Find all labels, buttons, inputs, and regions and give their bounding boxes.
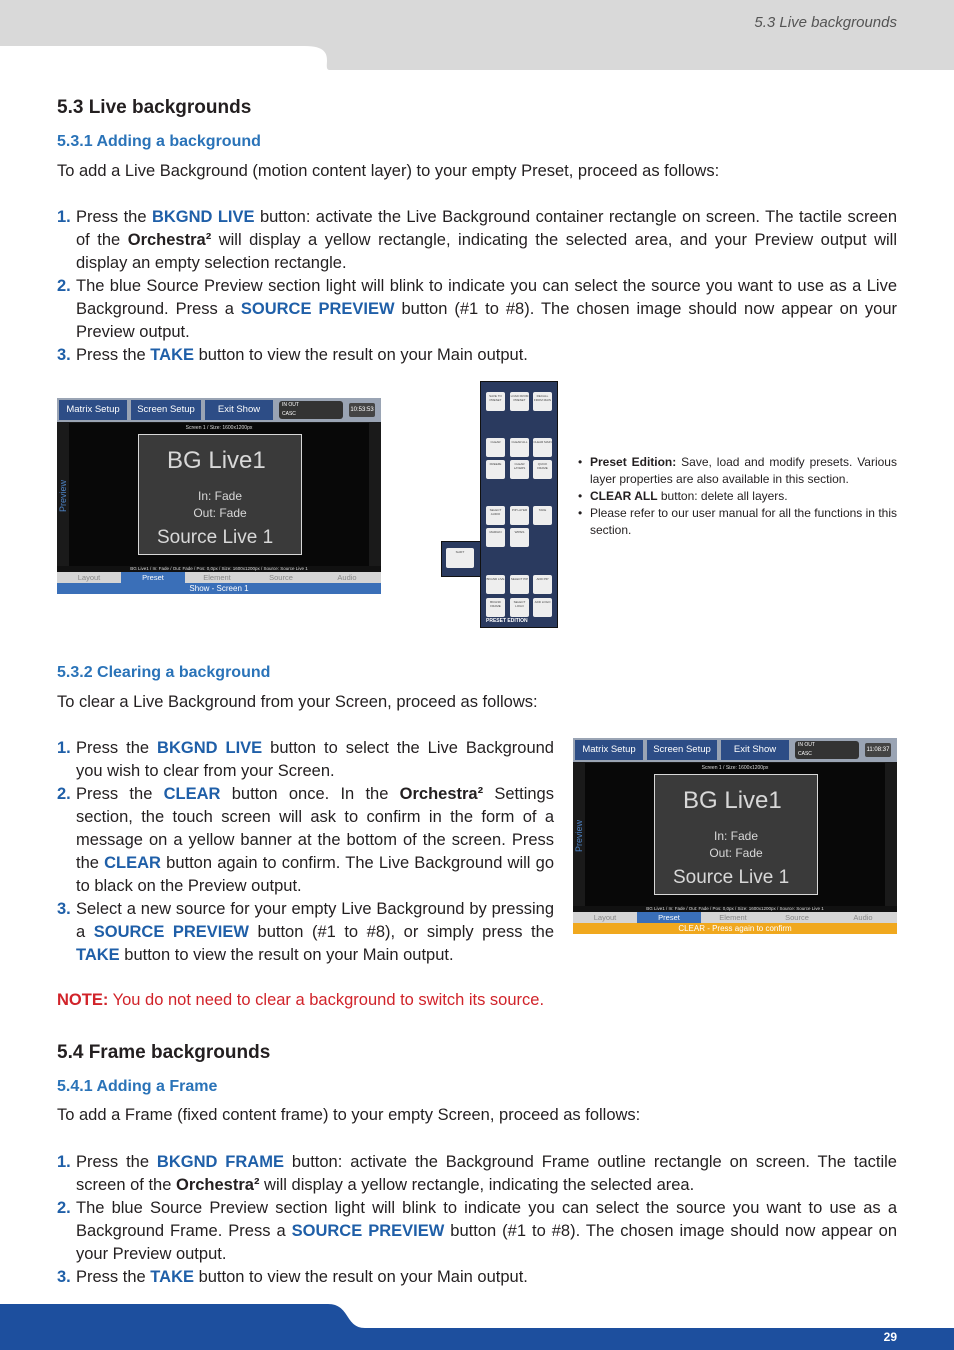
list-item: 1. Press the BKGND LIVE button to select the Live Background you wish to clear from your Screen.	[57, 739, 554, 780]
preview-label: Preview	[574, 819, 584, 852]
panel-button-20[interactable]: ADD LOGO	[533, 598, 552, 617]
source-label: Source Live 1	[157, 527, 274, 548]
subsection-title-5-4-1: 5.4.1 Adding a Frame	[57, 1078, 218, 1095]
panel-button-11[interactable]: TAKE	[533, 506, 552, 525]
exit-show-button[interactable]: Exit Show	[721, 740, 789, 760]
tab-bar	[573, 912, 897, 923]
live-background-box[interactable]	[138, 434, 302, 555]
bg-title: BG Live1	[167, 447, 266, 474]
panel-button-9[interactable]: SELECT AUDIO	[486, 506, 505, 525]
panel-button-16[interactable]: SELECT PIP	[510, 575, 529, 594]
bg-title: BG Live1	[683, 787, 782, 814]
tab-audio[interactable]: Audio	[853, 913, 873, 922]
note: NOTE: You do not need to clear a background to switch its source.	[57, 991, 545, 1009]
status-indicator: IN OUT CASC	[795, 741, 859, 759]
layer-info: BG Live1 / In: Fade / Out: Fade / Pos: 0,0px / Size: 1600x1200px / Source: Source Live 1	[57, 566, 381, 572]
list-item: 2. Press the CLEAR button once. In the Orchestra² Settings section, the touch screen will ask to confirm in the form of a message on a yellow banner at the bottom of the screen. Press the CLEAR button again to confirm. The Live Background will go to black on the Preview output.	[57, 785, 554, 895]
tab-source[interactable]: Source	[269, 573, 293, 582]
tab-layout[interactable]: Layout	[77, 573, 101, 582]
tab-audio[interactable]: Audio	[337, 573, 357, 582]
layer-info: BG Live1 / In: Fade / Out: Fade / Pos: 0,0px / Size: 1600x1200px / Source: Source Live 1	[573, 906, 897, 912]
panel-button-13[interactable]: WIPES	[510, 528, 529, 547]
screen-setup-button[interactable]: Screen Setup	[647, 740, 717, 760]
tab-layout[interactable]: Layout	[593, 913, 617, 922]
preview-label: Preview	[58, 479, 68, 512]
status-indicator: IN OUT CASC	[279, 401, 343, 419]
out-label: Out: Fade	[193, 506, 247, 520]
steps-5-3-2	[57, 737, 554, 967]
panel-button-19[interactable]: SELECT LOGO	[510, 598, 529, 617]
subsection-title-5-3-2: 5.3.2 Clearing a background	[57, 664, 271, 681]
matrix-setup-button[interactable]: Matrix Setup	[59, 400, 127, 420]
header-band	[0, 0, 954, 70]
subsection-title-5-3-1: 5.3.1 Adding a background	[57, 133, 261, 150]
tab-bar	[57, 572, 381, 583]
screen-setup-button[interactable]: Screen Setup	[131, 400, 201, 420]
intro-5-4-1: To add a Frame (fixed content frame) to your empty Screen, proceed as follows:	[57, 1106, 641, 1124]
tab-preset[interactable]: Preset	[121, 572, 185, 583]
panel-button-17[interactable]: ADD PIP	[533, 575, 552, 594]
panel-button-18[interactable]: BKGND FRAME	[486, 598, 505, 617]
panel-button-0[interactable]: SAVE TO PRESET	[486, 392, 505, 411]
panel-button-7[interactable]: CLEAR LAYERS	[510, 460, 529, 479]
page-number: 29	[883, 1330, 897, 1344]
section-title-5-3: 5.3 Live backgrounds	[57, 97, 252, 118]
list-item: 3. Press the TAKE button to view the result on your Main output.	[57, 346, 528, 364]
panel-label: PRESET EDITION	[486, 618, 528, 624]
tab-source[interactable]: Source	[785, 913, 809, 922]
source-label: Source Live 1	[673, 867, 790, 888]
list-item: • CLEAR ALL button: delete all layers.	[578, 489, 788, 503]
out-label: Out: Fade	[709, 846, 763, 860]
clock-display: 10:53:53	[349, 403, 375, 417]
in-label: In: Fade	[197, 489, 243, 503]
steps-5-4-1	[57, 1151, 897, 1289]
screen-info: Screen 1 / Size: 1600x1200px	[185, 425, 253, 431]
list-item: 3. Select a new source for your empty Live Background by pressing a SOURCE PREVIEW button (#1 to #8), or simply press the TAKE button to view the result on your Main output.	[57, 900, 554, 964]
footer-band	[0, 1304, 954, 1350]
panel-button-8[interactable]: QUICK FRAME	[533, 460, 552, 479]
screen-info: Screen 1 / Size: 1600x1200px	[701, 765, 769, 771]
list-item: • Preset Edition: Save, load and modify presets. Various layer properties are also available in this section.	[578, 455, 897, 486]
exit-show-button[interactable]: Exit Show	[205, 400, 273, 420]
preview-screenshot-2	[573, 738, 897, 934]
list-item: 2. The blue Source Preview section light will blink to indicate you can select the source you want to use as a Live Background. Press a SOURCE PREVIEW button (#1 to #8). The chosen image should now appear on your Preview output.	[57, 277, 897, 341]
preview-area	[69, 423, 369, 566]
list-item: • Please refer to our user manual for all the functions in this section.	[578, 506, 897, 537]
panel-button-3[interactable]: CLEAR	[486, 438, 505, 457]
steps-5-3-1	[57, 206, 897, 367]
confirm-banner: CLEAR - Press again to confirm	[573, 923, 897, 934]
intro-5-3-1: To add a Live Background (motion content layer) to your empty Preset, proceed as follows:	[57, 162, 720, 180]
tab-element[interactable]: Element	[203, 573, 231, 582]
preset-edition-panel	[480, 381, 558, 628]
matrix-setup-button[interactable]: Matrix Setup	[575, 740, 643, 760]
status-banner: Show - Screen 1	[57, 583, 381, 594]
clock-display: 11:08:37	[865, 743, 891, 757]
list-item: 3. Press the TAKE button to view the result on your Main output.	[57, 1268, 528, 1286]
list-item: 1. Press the BKGND FRAME button: activate the Background Frame outline rectangle on screen. The tactile screen of the Orchestra² will display a yellow rectangle, indicating the selected area.	[57, 1153, 897, 1194]
toolbar	[573, 738, 897, 762]
toolbar	[57, 398, 381, 422]
panel-button-1[interactable]: LOAD FROM PRESET	[510, 392, 529, 411]
section-title-5-4: 5.4 Frame backgrounds	[57, 1042, 271, 1063]
panel-button-12[interactable]: MARGIN	[486, 528, 505, 547]
list-item: 1. Press the BKGND LIVE button: activate the Live Background container rectangle on screen. The tactile screen of the Orchestra² will display a yellow rectangle, indicating the selected area, and your Preview output will display an empty selection rectangle.	[57, 208, 897, 272]
panel-button-6[interactable]: FREEZE	[486, 460, 505, 479]
preview-screenshot-1	[57, 398, 381, 594]
panel-button-5[interactable]: CLEAR MAIN	[533, 438, 552, 457]
preview-area	[585, 763, 885, 906]
panel-notes	[578, 454, 897, 539]
in-label: In: Fade	[713, 829, 759, 843]
panel-button-15[interactable]: BKGND LIVE	[486, 575, 505, 594]
panel-button-10[interactable]: PIP LAYER	[510, 506, 529, 525]
panel-button-4[interactable]: CLEAR ALL	[510, 438, 529, 457]
panel-button-2[interactable]: RECALL FROM MAIN	[533, 392, 552, 411]
live-background-box[interactable]	[654, 774, 818, 895]
shift-panel	[441, 541, 481, 577]
shift-button[interactable]: SHIFT	[446, 548, 474, 568]
tab-preset[interactable]: Preset	[637, 912, 701, 923]
running-header: 5.3 Live backgrounds	[754, 14, 897, 31]
list-item: 2. The blue Source Preview section light will blink to indicate you can select the source you want to use as a Background Frame. Press a SOURCE PREVIEW button (#1 to #8). The chosen image should now appear on your Preview output.	[57, 1199, 897, 1263]
intro-5-3-2: To clear a Live Background from your Screen, proceed as follows:	[57, 693, 538, 711]
tab-element[interactable]: Element	[719, 913, 747, 922]
